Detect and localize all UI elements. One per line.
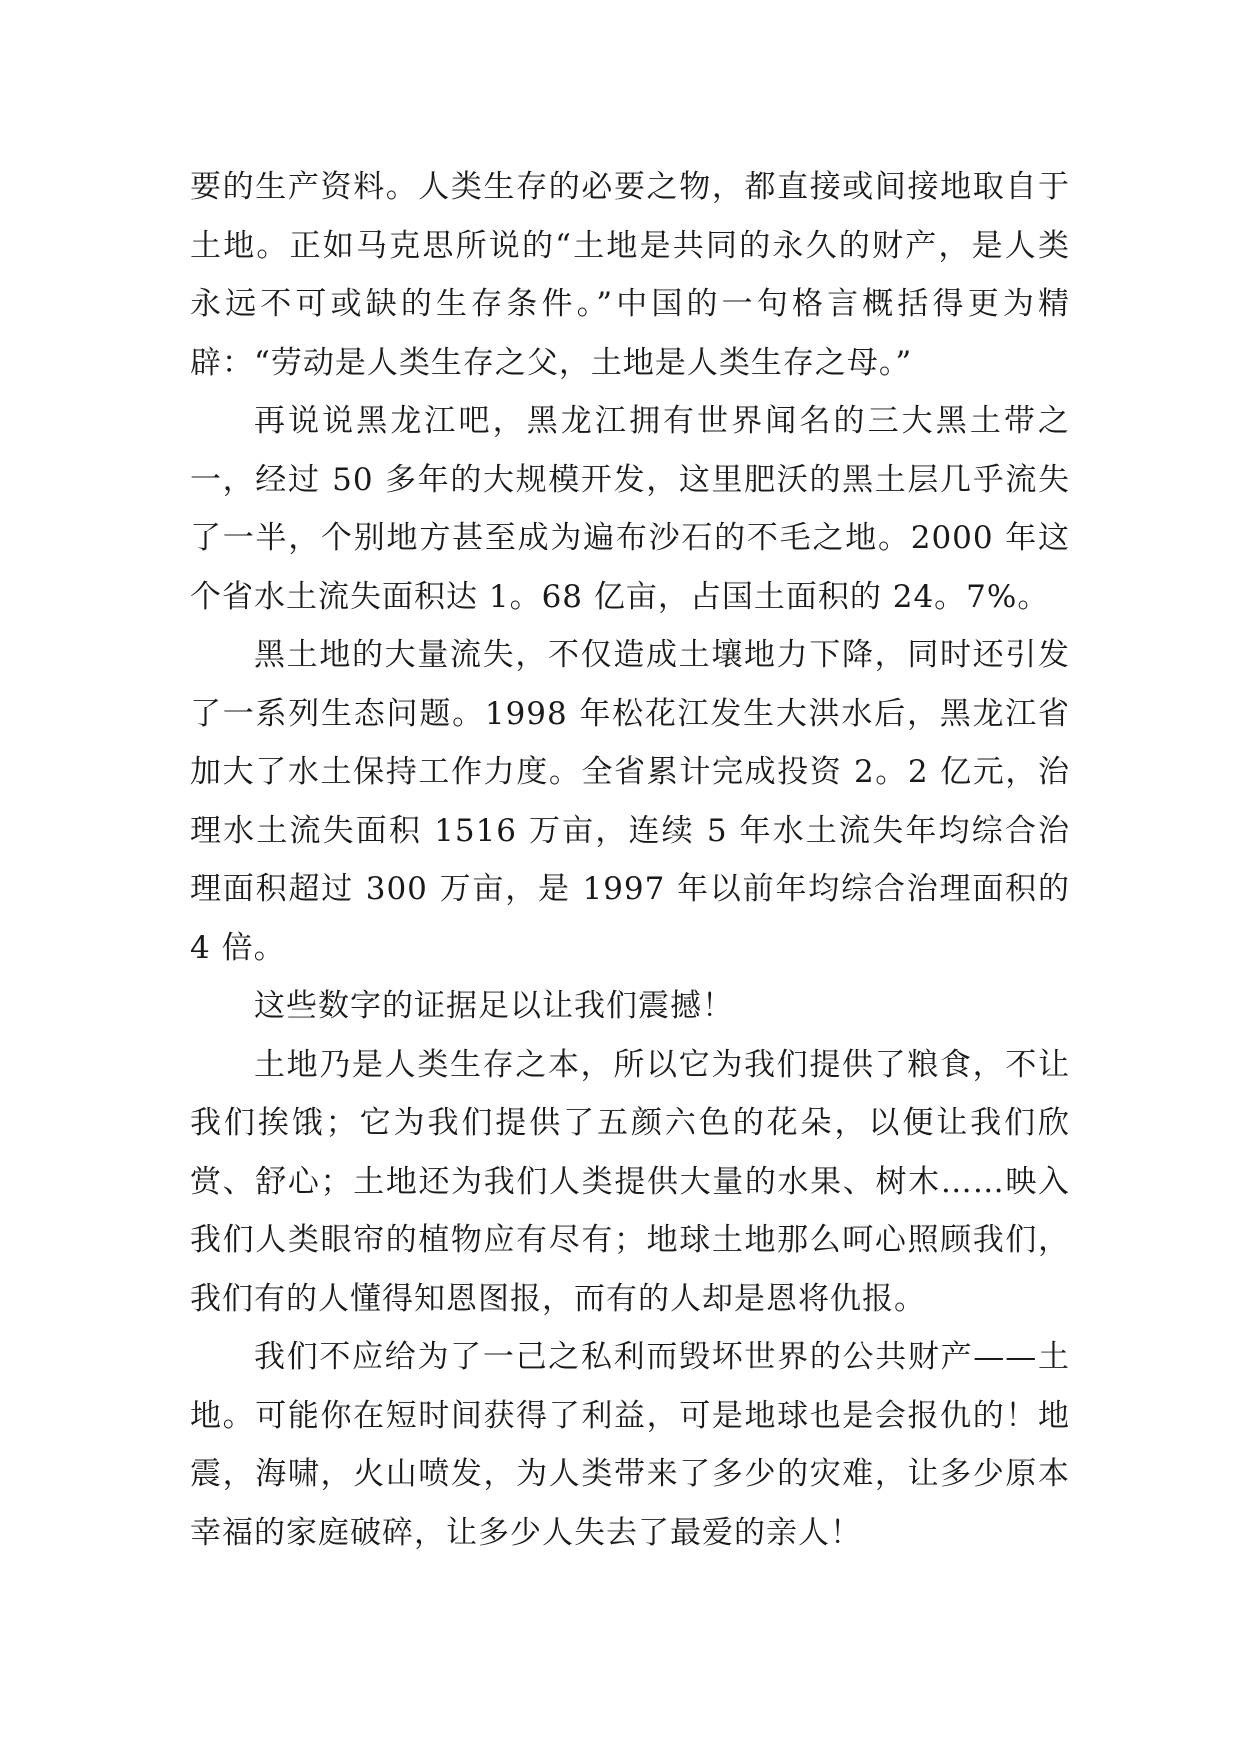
paragraph-numbers-shock: 这些数字的证据足以让我们震撼！ [254,988,734,1024]
paragraph-land-basis: 土地乃是人类生存之本，所以它为我们提供了粮食，不让我们挨饿；它为我们提供了五颜六色的花朵，以便让我们欣赏、舒心；土地还为我们人类提供大量的水果、树木……映入我们人类眼帘的植物应有尽有；地球土地那么呵心照顾我们，我们有的人懂得知恩图报，而有的人却是恩将仇报。 [190,1046,1070,1317]
paragraph-black-soil-loss: 黑土地的大量流失，不仅造成土壤地力下降，同时还引发了一系列生态问题。1998 年松花江发生大洪水后，黑龙江省加大了水土保持工作力度。全省累计完成投资 2。2 亿元，治理水土流失面积 1516 万亩，连续 5 年水土流失年均综合治理面积超过 300 万亩，是 1997 年以前年均综合治理面积的 4 倍。 [190,637,1070,966]
paragraph-continued: 要的生产资料。人类生存的必要之物，都直接或间接地取自于土地。正如马克思所说的“土地是共同的永久的财产，是人类永远不可或缺的生存条件。”中国的一句格言概括得更为精辟：“劳动是人类生存之父，土地是人类生存之母。” [190,169,1070,381]
document-body [190,158,1070,1562]
paragraph-heilongjiang: 再说说黑龙江吧，黑龙江拥有世界闻名的三大黑土带之一，经过 50 多年的大规模开发，这里肥沃的黑土层几乎流失了一半，个别地方甚至成为遍布沙石的不毛之地。2000 年这个省水土流失面积达 1。68 亿亩，占国土面积的 24。7%。 [190,403,1070,615]
paragraph-public-property: 我们不应给为了一己之私利而毁坏世界的公共财产——土地。可能你在短时间获得了利益，可是地球也是会报仇的！地震，海啸，火山喷发，为人类带来了多少的灾难，让多少原本幸福的家庭破碎，让多少人失去了最爱的亲人！ [190,1339,1070,1551]
